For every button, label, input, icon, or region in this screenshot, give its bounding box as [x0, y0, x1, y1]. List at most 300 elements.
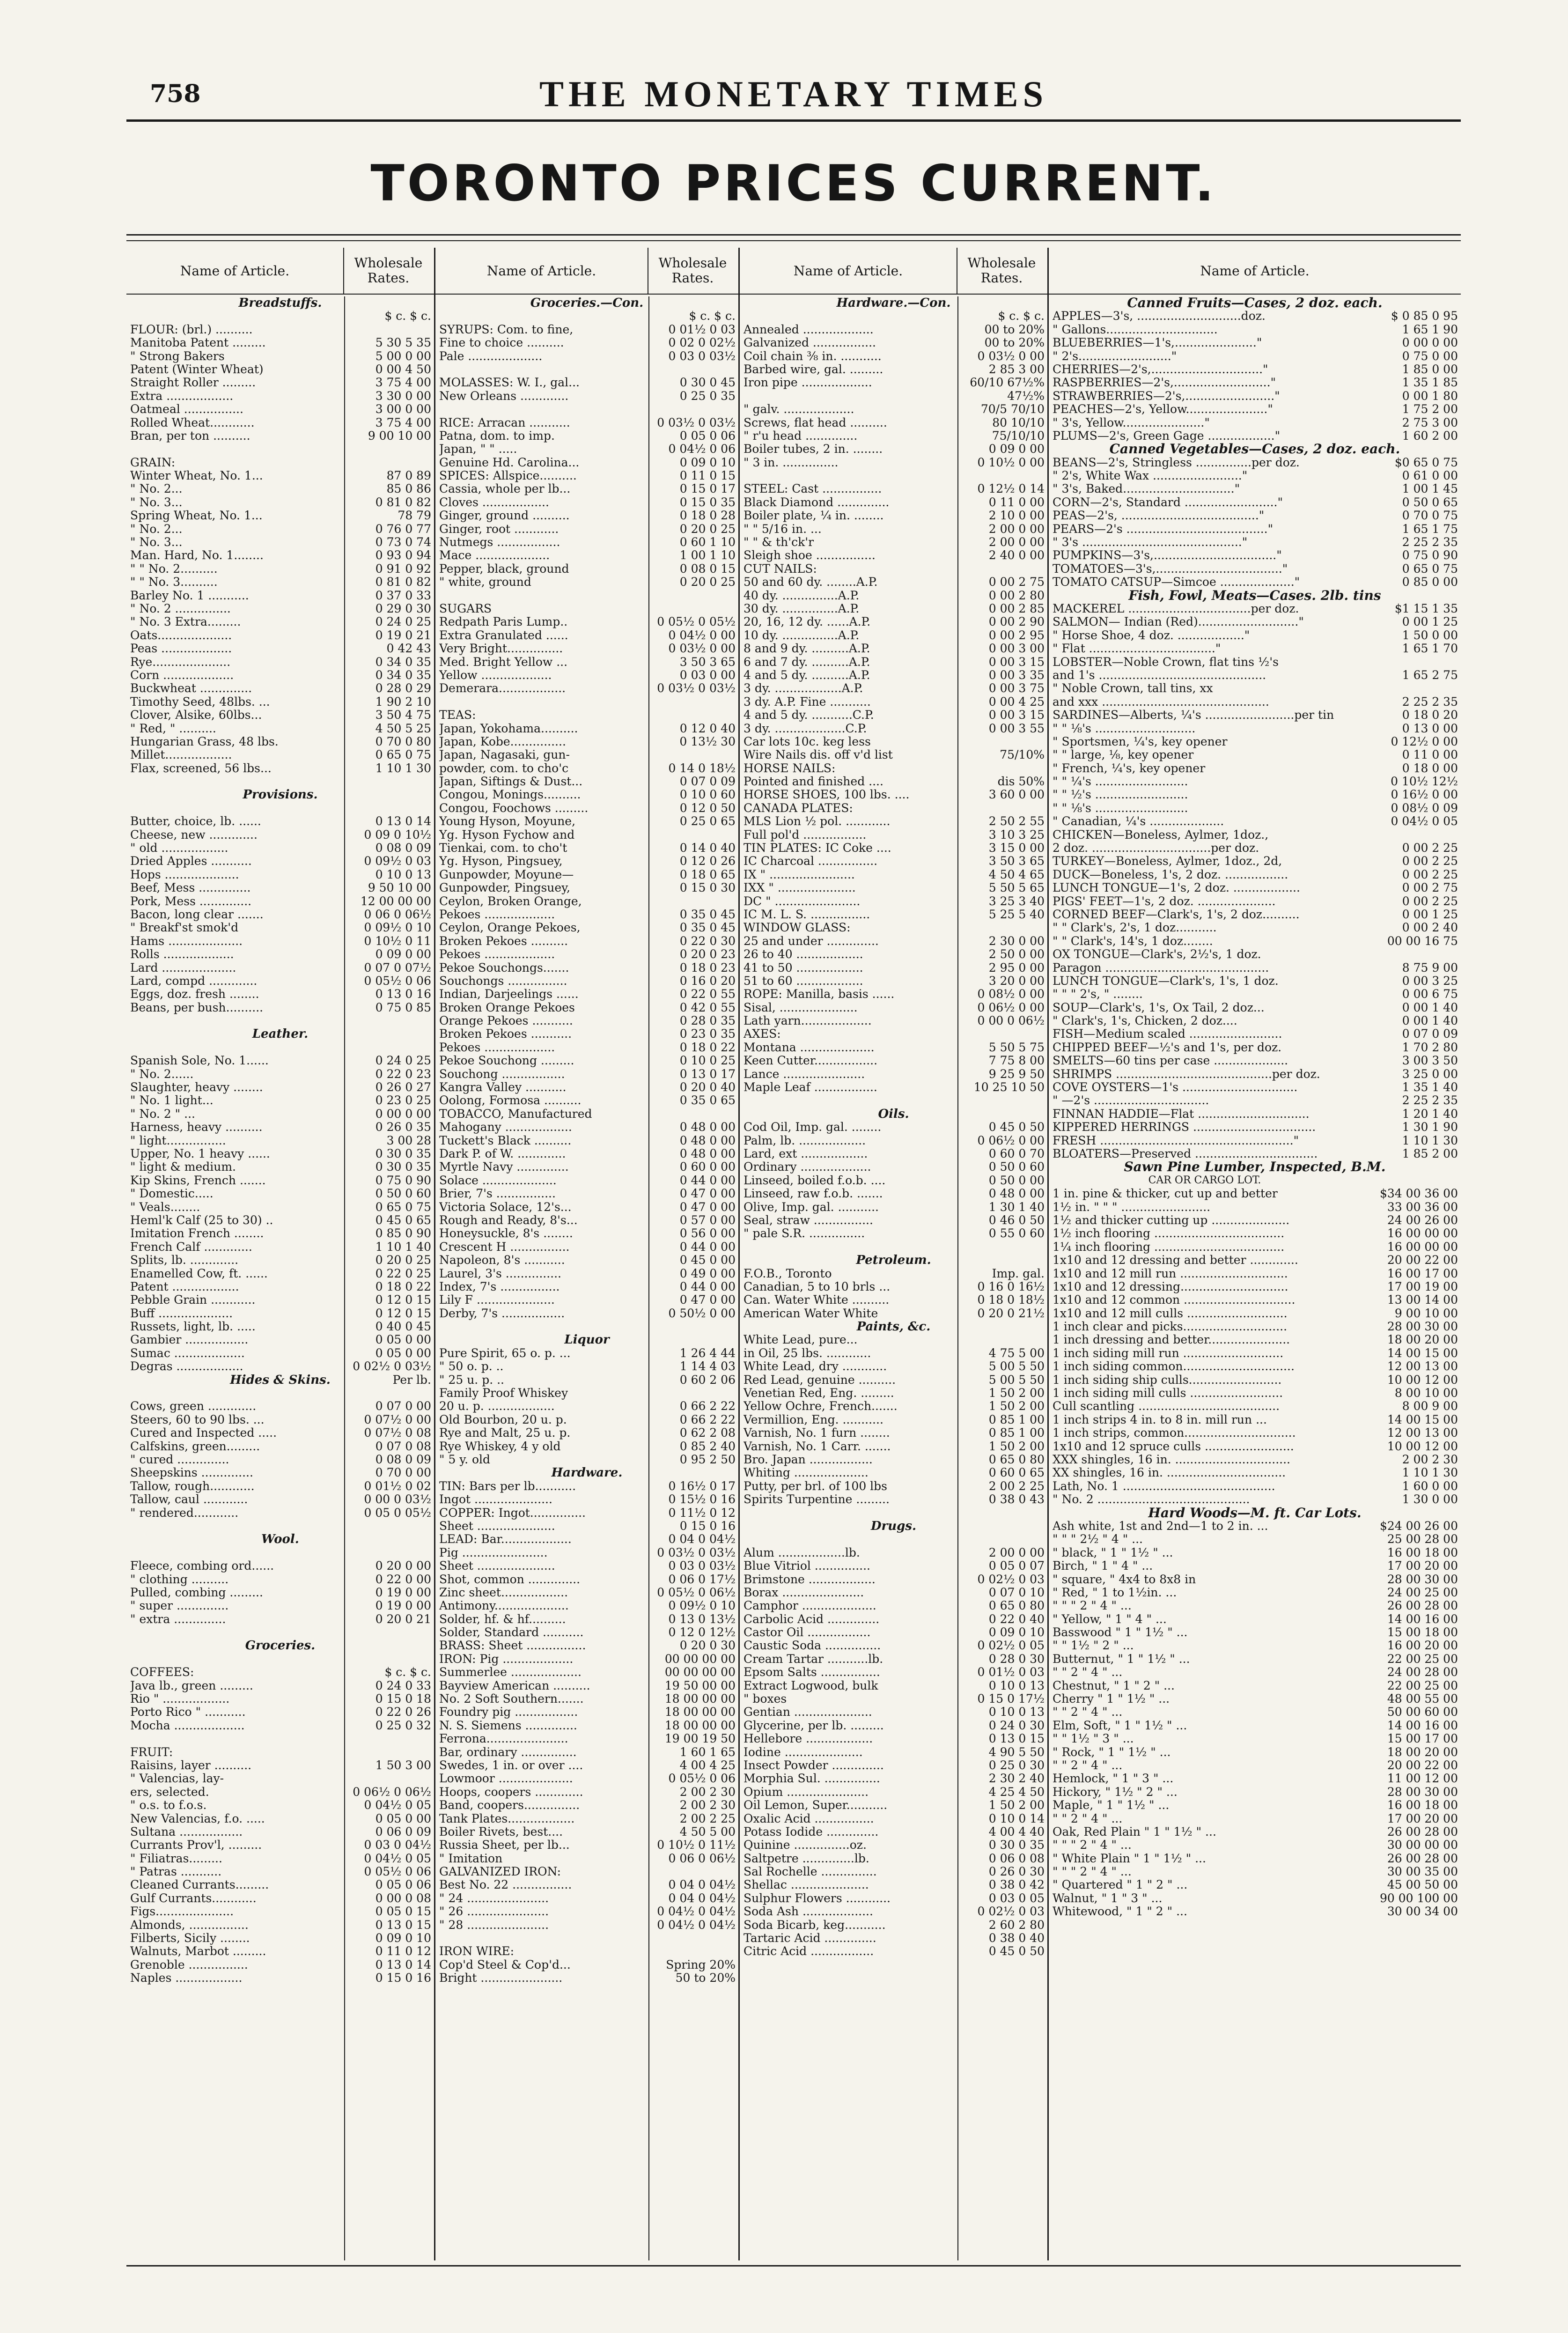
price-row — [740, 1759, 1047, 1772]
wholesale-rate: 3 25 3 40 — [988, 894, 1045, 908]
wholesale-rate: 0 75 0 90 — [375, 1174, 431, 1187]
price-row — [435, 868, 738, 881]
wholesale-rate: 0 09 0 10½ — [364, 828, 431, 842]
article-name: " square, " 4x4 to 8x8 in — [1053, 1573, 1196, 1586]
price-row — [1049, 1107, 1461, 1121]
article-name: Filberts, Sicily ........ — [130, 1932, 250, 1945]
price-row — [740, 908, 1047, 921]
wholesale-rate: 00 to 20% — [984, 336, 1045, 350]
price-row — [1049, 1573, 1461, 1586]
price-row — [1049, 1068, 1461, 1081]
price-row — [740, 975, 1047, 988]
article-name: " Canadian, ¼'s .................... — [1053, 815, 1224, 828]
wholesale-rate: 2 25 2 35 — [1402, 1094, 1458, 1107]
wholesale-rate: $24 00 26 00 — [1380, 1519, 1458, 1533]
article-name: Elm, Soft, " 1 " 1½ " ... — [1053, 1719, 1187, 1732]
wholesale-rate: 0 00 3 25 — [1402, 974, 1458, 988]
price-row — [740, 416, 1047, 429]
price-row — [740, 1121, 1047, 1134]
wholesale-rate: 0 28 0 35 — [679, 1014, 736, 1028]
wholesale-rate: 1 50 0 00 — [1402, 628, 1458, 642]
article-name: Walnut, " 1 " 3 " ... — [1053, 1891, 1163, 1905]
wholesale-rate: 17 00 20 00 — [1387, 1559, 1458, 1573]
wholesale-rate: 9 00 10 00 — [1394, 1307, 1458, 1320]
article-name: Ash white, 1st and 2nd—1 to 2 in. ... — [1053, 1519, 1268, 1533]
wholesale-rate: 2 95 0 00 — [988, 961, 1045, 975]
price-row — [126, 855, 434, 868]
wholesale-rate: 0 03½ 0 00 — [668, 642, 736, 656]
price-row — [740, 482, 1047, 495]
wholesale-rate: 0 04 0 04½ — [668, 1891, 736, 1905]
article-name: Zinc sheet.................. — [439, 1586, 568, 1599]
price-row — [740, 1480, 1047, 1493]
section-heading — [1049, 1160, 1461, 1174]
article-name: FRESH ...................................................." — [1053, 1134, 1299, 1147]
article-name: Buff .................... — [130, 1307, 233, 1320]
price-row — [126, 336, 434, 349]
price-row — [126, 1068, 434, 1081]
wholesale-rate: $ c. $ c. — [998, 310, 1045, 323]
article-name: Imitation French ........ — [130, 1227, 264, 1240]
wholesale-rate: 0 20 0 21 — [375, 1612, 431, 1626]
article-name: Eggs, doz. fresh ........ — [130, 988, 259, 1001]
price-row — [1049, 881, 1461, 894]
price-row — [740, 509, 1047, 522]
wholesale-rate: 0 25 0 30 — [988, 1758, 1045, 1772]
price-row — [435, 1001, 738, 1014]
article-name: Oatmeal ................ — [130, 403, 243, 416]
price-row — [740, 1267, 1047, 1280]
wholesale-rate: 0 05 0 00 — [375, 1333, 431, 1347]
wholesale-rate: Per lb. — [392, 1373, 431, 1387]
wholesale-rate: 18 00 00 00 — [664, 1705, 736, 1719]
wholesale-rate: 0 50 0 60 — [375, 1187, 431, 1201]
wholesale-rate: 0 06 0 09 — [375, 1825, 431, 1838]
price-row — [740, 1293, 1047, 1307]
price-row — [740, 336, 1047, 349]
price-row — [740, 443, 1047, 456]
price-row — [126, 1812, 434, 1825]
article-name: Foundry pig ................. — [439, 1705, 578, 1719]
article-name: " black, " 1 " 1½ " ... — [1053, 1546, 1173, 1559]
wholesale-rate: 0 09 0 00 — [988, 443, 1045, 456]
article-name: AXES: — [744, 1027, 781, 1041]
article-name: Extra .................. — [130, 389, 234, 403]
price-row — [435, 656, 738, 669]
article-name: Med. Bright Yellow ... — [439, 655, 568, 669]
article-name: Crescent H ................ — [439, 1240, 570, 1254]
wholesale-rate: 0 07½ 0 08 — [364, 1426, 431, 1440]
price-row — [1049, 549, 1461, 562]
article-name: CUT NAILS: — [744, 562, 817, 576]
article-name: PEARS—2's ......................................" — [1053, 522, 1274, 536]
article-name: Flax, screened, 56 lbs... — [130, 761, 272, 775]
price-row — [435, 948, 738, 961]
price-row — [1049, 416, 1461, 429]
price-row — [126, 589, 434, 602]
wholesale-rate: 0 48 0 00 — [988, 1187, 1045, 1201]
wholesale-rate: 1 14 4 03 — [679, 1360, 736, 1373]
price-row — [126, 748, 434, 761]
article-name: " Red, " 1 to 1½in. ... — [1053, 1586, 1177, 1599]
article-name: Grenoble ................ — [130, 1958, 248, 1971]
wholesale-rate: 0 05 0 00 — [375, 1346, 431, 1360]
article-name: Chestnut, " 1 " 2 " ... — [1053, 1679, 1175, 1692]
article-name: 1x10 and 12 dressing............................. — [1053, 1280, 1288, 1293]
wholesale-rate: 0 05 0 05½ — [364, 1506, 431, 1520]
price-row — [435, 669, 738, 682]
article-name: Upper, No. 1 heavy ...... — [130, 1147, 270, 1160]
article-name: Hops .................... — [130, 868, 239, 881]
wholesale-rate: 16 00 00 00 — [1387, 1227, 1458, 1240]
price-row — [435, 908, 738, 921]
price-row — [435, 1573, 738, 1586]
wholesale-rate: 0 45 0 65 — [375, 1213, 431, 1227]
wholesale-rate: 4 50 5 00 — [679, 1825, 736, 1838]
wholesale-rate: 2 00 0 00 — [988, 536, 1045, 549]
price-row — [1049, 429, 1461, 443]
wholesale-rate: 3 30 0 00 — [375, 389, 431, 403]
wholesale-rate: 0 45 0 00 — [679, 1254, 736, 1267]
price-row — [1049, 1493, 1461, 1506]
wholesale-rate: 3 60 0 00 — [988, 788, 1045, 802]
price-row — [1049, 669, 1461, 682]
wholesale-rate: 0 12 0 12½ — [668, 1626, 736, 1639]
wholesale-rate: 0 01½ 0 03 — [977, 1666, 1045, 1679]
price-row — [1049, 1041, 1461, 1054]
wholesale-rate: 0 18 0 22 — [375, 1280, 431, 1293]
price-row — [1049, 788, 1461, 801]
wholesale-rate: 0 18 0 28 — [679, 509, 736, 523]
rate-header: Wholesale Rates. — [354, 255, 423, 286]
article-name: Souchong ................. — [439, 1067, 565, 1081]
wholesale-rate: 0 00 4 50 — [375, 362, 431, 376]
wholesale-rate: 0 47 0 00 — [679, 1200, 736, 1214]
price-row — [126, 1387, 434, 1400]
article-name: TEAS: — [439, 709, 476, 722]
price-row — [126, 669, 434, 682]
wholesale-rate: 0 03½ 0 03½ — [657, 416, 736, 429]
price-row — [435, 695, 738, 709]
article-name: Bright ...................... — [439, 1971, 563, 1985]
price-row — [1049, 895, 1461, 908]
price-row — [1049, 1347, 1461, 1360]
wholesale-rate: 0 10½ 12½ — [1391, 775, 1458, 789]
double-rule — [126, 240, 1461, 241]
article-name: Peas ................... — [130, 642, 232, 656]
article-name: Nutmegs ................. — [439, 536, 560, 549]
price-row — [1049, 1533, 1461, 1546]
price-row — [126, 615, 434, 628]
wholesale-rate: $0 65 0 75 — [1394, 456, 1458, 469]
wholesale-rate: 1 75 2 00 — [1402, 403, 1458, 416]
wholesale-rate: 0 23 0 35 — [679, 1027, 736, 1041]
wholesale-rate: 0 08½ 0 00 — [977, 988, 1045, 1001]
article-name: " 28 ...................... — [439, 1918, 549, 1932]
price-row — [740, 1732, 1047, 1745]
price-row — [126, 656, 434, 669]
price-row — [126, 1852, 434, 1865]
price-row — [126, 350, 434, 363]
wholesale-rate: 0 22 0 26 — [375, 1705, 431, 1719]
article-name: and xxx ............................................. — [1053, 695, 1269, 709]
price-row — [1049, 1001, 1461, 1014]
price-row — [435, 975, 738, 988]
wholesale-rate: 16 00 18 00 — [1387, 1799, 1458, 1812]
article-name: Rough and Ready, 8's... — [439, 1213, 578, 1227]
price-row — [1049, 482, 1461, 495]
price-row — [1049, 602, 1461, 615]
price-row — [740, 1001, 1047, 1014]
price-row — [740, 536, 1047, 549]
price-row — [740, 802, 1047, 815]
article-name: Whiting .................... — [744, 1466, 869, 1480]
price-row — [435, 416, 738, 429]
section-heading — [435, 1466, 738, 1479]
section-heading — [1049, 589, 1461, 602]
price-row — [740, 1426, 1047, 1440]
price-row — [740, 788, 1047, 801]
price-row — [126, 1520, 434, 1533]
wholesale-rate: 3 75 4 00 — [375, 376, 431, 390]
article-name: 1 in. pine & thicker, cut up and better — [1053, 1187, 1278, 1201]
article-name: 3 dy. ..................A.P. — [744, 682, 863, 695]
article-name: " " 1½ " 2 " ... — [1053, 1639, 1134, 1653]
article-name: 1x10 and 12 dressing and better ............. — [1053, 1254, 1298, 1267]
wholesale-rate: 0 26 0 35 — [375, 1121, 431, 1134]
article-name: Gentian ..................... — [744, 1705, 872, 1719]
wholesale-rate: 0 47 0 00 — [679, 1187, 736, 1201]
price-row — [740, 1014, 1047, 1027]
price-row — [126, 1506, 434, 1520]
section-heading — [1049, 1506, 1461, 1520]
wholesale-rate: 0 09 0 00 — [375, 948, 431, 961]
wholesale-rate: 50 00 60 00 — [1387, 1705, 1458, 1719]
article-name: Figs..................... — [130, 1905, 234, 1919]
article-name: " 3's ..........................................." — [1053, 536, 1248, 549]
article-name: Butter, choice, lb. ...... — [130, 815, 261, 828]
wholesale-rate: 12 00 13 00 — [1387, 1360, 1458, 1373]
price-row — [740, 1041, 1047, 1054]
article-name: Ginger, ground .......... — [439, 509, 570, 523]
wholesale-rate: 0 10 0 13 — [375, 868, 431, 881]
name-header: Name of Article. — [126, 248, 344, 294]
price-row — [1049, 1786, 1461, 1799]
article-name: TOMATOES—3's,.................................." — [1053, 562, 1288, 576]
wholesale-rate: 26 00 28 00 — [1387, 1852, 1458, 1865]
article-name: " No. 2 " ... — [130, 1107, 195, 1121]
wholesale-rate: 0 28 0 30 — [988, 1652, 1045, 1666]
price-row — [126, 443, 434, 456]
article-name: Enamelled Cow, ft. ...... — [130, 1267, 268, 1280]
price-row — [126, 1892, 434, 1905]
wholesale-rate: 14 00 16 00 — [1387, 1612, 1458, 1626]
wholesale-rate: 3 25 0 00 — [1402, 1067, 1458, 1081]
wholesale-rate: 3 50 4 75 — [375, 709, 431, 722]
article-name: Tank Plates.................. — [439, 1812, 575, 1825]
wholesale-rate: 28 00 30 00 — [1387, 1785, 1458, 1799]
wholesale-rate: 0 48 0 00 — [679, 1147, 736, 1160]
price-row — [1049, 1413, 1461, 1426]
wholesale-rate: 0 03½ 0 00 — [977, 349, 1045, 363]
wholesale-rate: 2 10 0 00 — [988, 509, 1045, 523]
price-row — [740, 1387, 1047, 1400]
price-row — [740, 1786, 1047, 1799]
article-name: Full pol'd ................. — [744, 828, 867, 842]
wholesale-rate: 4 50 5 25 — [375, 722, 431, 735]
price-row — [435, 350, 738, 363]
article-name: Pig ....................... — [439, 1546, 548, 1559]
price-row — [740, 948, 1047, 961]
article-name: " " 1½ " 3 " ... — [1053, 1732, 1134, 1746]
wholesale-rate: 24 00 26 00 — [1387, 1213, 1458, 1227]
wholesale-rate: 0 18 0 20 — [1402, 709, 1458, 722]
article-name: Lily F ..................... — [439, 1293, 555, 1307]
price-row — [435, 709, 738, 722]
price-row — [1049, 1187, 1461, 1200]
wholesale-rate: 0 02½ 0 03 — [977, 1905, 1045, 1919]
wholesale-rate: 0 02 0 02½ — [668, 336, 736, 350]
price-row — [740, 1360, 1047, 1373]
wholesale-rate: 0 76 0 77 — [375, 522, 431, 536]
price-row — [126, 1094, 434, 1107]
article-name: SHRIMPS ..........................................per doz. — [1053, 1067, 1320, 1081]
wholesale-rate: 2 00 2 25 — [679, 1812, 736, 1825]
article-name: Cull scantling ...................................... — [1053, 1400, 1280, 1413]
wholesale-rate: 0 00 2 90 — [988, 615, 1045, 629]
price-row — [435, 549, 738, 562]
article-name: Slaughter, heavy ........ — [130, 1081, 263, 1094]
article-name: STRAWBERRIES—2's,........................" — [1053, 389, 1280, 403]
article-name: COFFEES: — [130, 1666, 194, 1679]
price-row — [740, 523, 1047, 536]
price-row — [1049, 815, 1461, 828]
price-row — [1049, 1453, 1461, 1466]
price-row — [435, 1653, 738, 1666]
price-row — [126, 482, 434, 495]
price-row — [126, 416, 434, 429]
price-row — [740, 469, 1047, 482]
rate-header: Wholesale Rates. — [658, 255, 727, 286]
wholesale-rate: 0 65 0 80 — [988, 1599, 1045, 1613]
wholesale-rate: 0 08½ 0 09 — [1391, 801, 1458, 815]
price-row — [1049, 1214, 1461, 1227]
article-name: 1 inch dressing and better...................... — [1053, 1333, 1290, 1347]
price-row — [435, 1107, 738, 1121]
price-row — [740, 682, 1047, 695]
article-name: CANADA PLATES: — [744, 801, 853, 815]
article-name: Borax ...................... — [744, 1586, 864, 1599]
article-name: Calfskins, green......... — [130, 1440, 260, 1453]
price-row — [1049, 1878, 1461, 1891]
article-name: Yg. Hyson, Pingsuey, — [439, 855, 563, 868]
article-name: Rye Whiskey, 4 y old — [439, 1440, 561, 1453]
price-row — [435, 988, 738, 1001]
article-name: 1x10 and 12 mill run ............................. — [1053, 1267, 1288, 1280]
wholesale-rate: 0 00 2 25 — [1402, 868, 1458, 881]
price-row — [435, 1027, 738, 1041]
price-row — [1049, 1227, 1461, 1240]
article-name: New Orleans ............. — [439, 389, 569, 403]
article-name: RASPBERRIES—2's,.........................." — [1053, 376, 1276, 390]
article-name: Orange Pekoes ........... — [439, 1014, 573, 1028]
article-name: " galv. ................... — [744, 403, 854, 416]
article-name: Tallow, caul ............ — [130, 1493, 248, 1506]
wholesale-rate: 0 12 0 15 — [375, 1307, 431, 1320]
wholesale-rate: 0 03 0 00 — [679, 668, 736, 682]
article-name: Varnish, No. 1 furn ........ — [744, 1426, 890, 1440]
price-row — [1049, 802, 1461, 815]
article-name: " 5 y. old — [439, 1453, 491, 1466]
article-name: Hides & Skins. — [230, 1373, 331, 1387]
price-row — [1049, 1666, 1461, 1679]
article-name: Solace .................... — [439, 1174, 557, 1187]
price-row — [740, 855, 1047, 868]
wholesale-rate: 2 30 0 00 — [988, 934, 1045, 948]
price-row — [435, 629, 738, 642]
price-row — [1049, 988, 1461, 1001]
price-row — [740, 589, 1047, 602]
price-row — [435, 576, 738, 589]
price-row — [740, 762, 1047, 775]
price-row — [435, 1892, 738, 1905]
wholesale-rate: 0 05 0 06 — [375, 1878, 431, 1892]
price-row — [126, 948, 434, 961]
wholesale-rate: 18 00 20 00 — [1387, 1333, 1458, 1347]
article-name: " 25 u. p. .. — [439, 1373, 504, 1387]
price-row — [126, 1440, 434, 1453]
wholesale-rate: 0 04½ 0 06 — [668, 443, 736, 456]
price-row — [435, 1147, 738, 1160]
wholesale-rate: 0 35 0 45 — [679, 921, 736, 935]
wholesale-rate: 0 22 0 23 — [375, 1067, 431, 1081]
wholesale-rate: 0 25 0 32 — [375, 1719, 431, 1732]
article-name: Leather. — [252, 1027, 309, 1041]
price-row — [740, 629, 1047, 642]
price-row — [1049, 842, 1461, 855]
price-row — [126, 695, 434, 709]
wholesale-rate: 0 08 0 09 — [375, 1453, 431, 1466]
article-name: Pebble Grain ............ — [130, 1293, 256, 1307]
wholesale-rate: 0 00 0 08 — [375, 1891, 431, 1905]
price-row — [740, 1373, 1047, 1387]
article-name: " " No. 2.......... — [130, 562, 218, 576]
section-heading — [1049, 296, 1461, 310]
price-row — [1049, 1626, 1461, 1639]
article-name: " Clark's, 1's, Chicken, 2 doz.... — [1053, 1014, 1237, 1028]
wholesale-rate: 0 15 0 35 — [679, 495, 736, 509]
article-name: Canned Vegetables—Cases, 2 doz. each. — [1109, 443, 1400, 456]
price-row — [435, 1187, 738, 1200]
wholesale-rate: 1 00 1 45 — [1402, 482, 1458, 496]
wholesale-rate: 0 06½ 0 00 — [977, 1134, 1045, 1147]
wholesale-rate: 0 20 0 40 — [679, 1081, 736, 1094]
wholesale-rate: 0 13 0 17 — [679, 1067, 736, 1081]
wholesale-rate: 0 04½ 0 05 — [1391, 815, 1458, 828]
article-name: Tuckett's Black .......... — [439, 1134, 572, 1147]
price-row — [1049, 1254, 1461, 1267]
article-name: Soda Ash ................... — [744, 1905, 873, 1919]
article-name: Oolong, Formosa .......... — [439, 1094, 582, 1107]
price-row — [740, 1772, 1047, 1785]
wholesale-rate: 13 00 14 00 — [1387, 1293, 1458, 1307]
wholesale-rate: 28 00 30 00 — [1387, 1320, 1458, 1334]
wholesale-rate: 2 25 2 35 — [1402, 695, 1458, 709]
wholesale-rate: 20 00 22 00 — [1387, 1758, 1458, 1772]
article-name: WINDOW GLASS: — [744, 921, 851, 935]
wholesale-rate: dis 50% — [997, 775, 1045, 789]
wholesale-rate: 0 03½ 0 03½ — [657, 682, 736, 695]
